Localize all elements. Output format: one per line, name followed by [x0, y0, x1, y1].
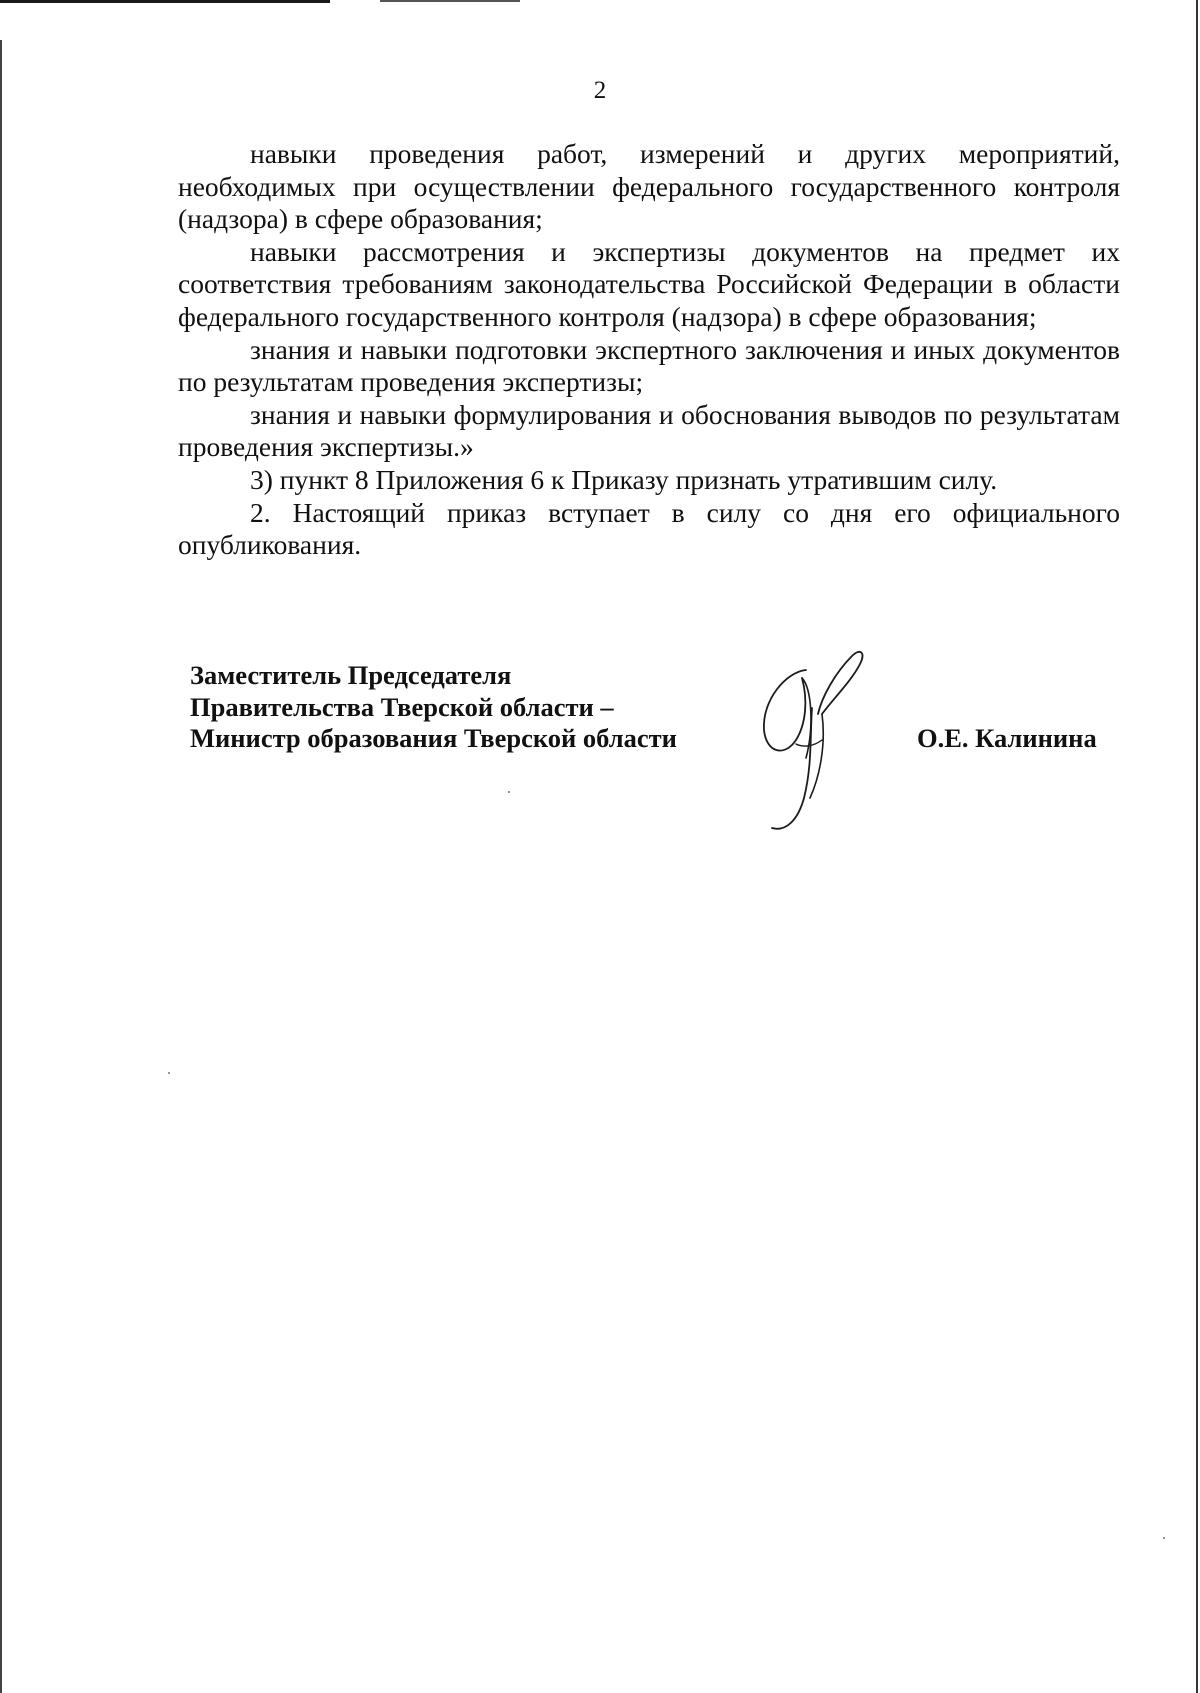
scan-edge-right — [1196, 0, 1198, 1693]
document-body — [178, 138, 1120, 562]
page-number: 2 — [593, 77, 607, 104]
paragraph: знания и навыки подготовки экспертного заключения и иных документов по результатам проведения экспертизы; — [178, 333, 1120, 398]
scan-edge-top-right — [380, 0, 520, 2]
scan-edge-top — [0, 0, 330, 3]
paragraph: навыки рассмотрения и экспертизы документов на предмет их соответствия требованиям законодательства Российской Федерации в области федерального государственного контроля (надзора) в сфере образования; — [178, 235, 1120, 332]
scan-speck — [168, 1072, 170, 1074]
handwritten-signature — [756, 648, 896, 834]
scan-speck — [1163, 1537, 1165, 1539]
paragraph: знания и навыки формулирования и обоснования выводов по результатам проведения экспертизы.» — [178, 398, 1120, 463]
scan-speck — [508, 791, 510, 793]
scan-edge-left — [0, 40, 2, 1693]
paragraph: навыки проведения работ, измерений и других мероприятий, необходимых при осуществлении федерального государственного контроля (надзора) в сфере образования; — [178, 138, 1120, 235]
signer-position-line: Правительства Тверской области – — [190, 691, 614, 722]
signer-position — [190, 660, 677, 755]
signer-name: О.Е. Калинина — [917, 723, 1097, 753]
signer-position-line: Заместитель Председателя — [190, 660, 512, 690]
paragraph: 3) пункт 8 Приложения 6 к Приказу признать утратившим силу. — [250, 463, 998, 495]
paragraph: 2. Настоящий приказ вступает в силу со дня его официального опубликования. — [178, 496, 1120, 561]
signer-position-line: Министр образования Тверской области — [190, 723, 677, 753]
